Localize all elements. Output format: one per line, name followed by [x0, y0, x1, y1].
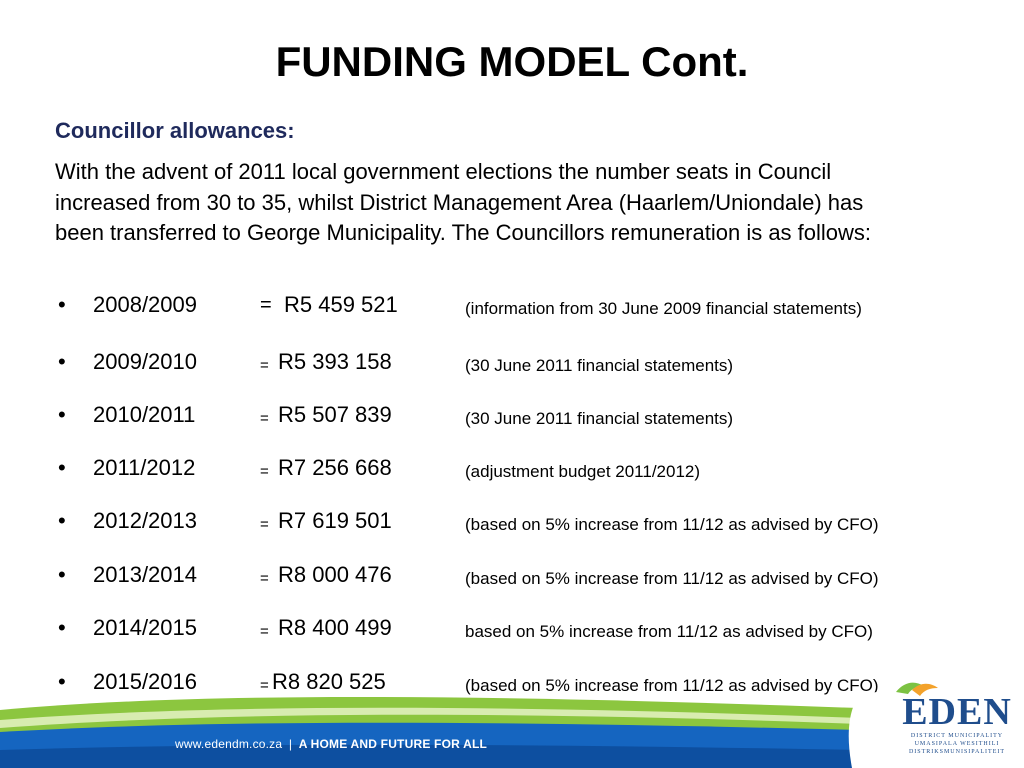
list-item [0, 560, 1024, 594]
intro-paragraph: With the advent of 2011 local government elections the number seats in Council increased from 30 to 35, whilst District Management Area (Haarlem/Uniondale) has been transferred to George Municipality. The Councillors remuneration is as follows: [55, 159, 872, 245]
financial-year: 2012/2013 [93, 508, 197, 533]
bullet-icon: • [58, 508, 66, 533]
bullet-icon: • [58, 292, 66, 317]
source-note: (based on 5% increase from 11/12 as advised by CFO) [465, 515, 879, 534]
source-note: (30 June 2011 financial statements) [465, 409, 734, 428]
footer-tagline [175, 737, 487, 751]
footer-slogan: A HOME AND FUTURE FOR ALL [298, 737, 488, 751]
source-note: (information from 30 June 2009 financial statements) [465, 299, 862, 318]
equals-sign: = [260, 294, 272, 316]
amount-value: R7 256 668 [278, 455, 392, 480]
amount-value: R5 459 521 [284, 292, 398, 317]
amount-value: R8 820 525 [272, 669, 386, 694]
list-item [0, 453, 1024, 487]
financial-year: 2009/2010 [93, 349, 197, 374]
bullet-icon: • [58, 455, 66, 480]
list-item [0, 613, 1024, 647]
bullet-icon: • [58, 615, 66, 640]
footer-separator: | [288, 737, 293, 751]
logo-subtitle-3: DISTRIKSMUNISIPALITEIT [908, 749, 1006, 755]
list-item [0, 400, 1024, 434]
source-note: (based on 5% increase from 11/12 as advised by CFO) [465, 676, 879, 695]
eden-logo [892, 692, 1022, 766]
financial-year: 2010/2011 [93, 402, 196, 427]
list-item [0, 347, 1024, 381]
financial-year: 2013/2014 [93, 562, 197, 587]
equals-sign: = [260, 623, 269, 640]
source-note: based on 5% increase from 11/12 as advised by CFO) [465, 622, 873, 641]
financial-year: 2015/2016 [93, 669, 197, 694]
amount-value: R8 000 476 [278, 562, 392, 587]
amount-value: R5 393 158 [278, 349, 392, 374]
equals-sign: = [260, 357, 269, 374]
equals-sign: = [260, 677, 269, 694]
logo-wordmark: EDEN [902, 691, 1012, 733]
financial-year: 2011/2012 [93, 455, 196, 480]
footer-wave-graphic [0, 688, 1024, 768]
source-note: (30 June 2011 financial statements) [465, 356, 734, 375]
list-item [0, 506, 1024, 540]
bullet-icon: • [58, 669, 66, 694]
logo-subtitle-2: UMASIPALA WESITHILI [914, 741, 1000, 747]
logo-subtitle-1: DISTRICT MUNICIPALITY [910, 733, 1004, 739]
amount-value: R5 507 839 [278, 402, 392, 427]
equals-sign: = [260, 463, 269, 480]
bullet-icon: • [58, 562, 66, 587]
amount-value: R7 619 501 [278, 508, 392, 533]
section-heading: Councillor allowances: [55, 118, 295, 143]
bullet-icon: • [58, 349, 66, 374]
list-item [0, 290, 1024, 324]
slide-title: FUNDING MODEL Cont. [275, 38, 749, 85]
equals-sign: = [260, 516, 269, 533]
source-note: (adjustment budget 2011/2012) [465, 462, 701, 481]
equals-sign: = [260, 410, 269, 427]
financial-year: 2014/2015 [93, 615, 197, 640]
bird-icon [894, 678, 940, 698]
financial-year: 2008/2009 [93, 292, 197, 317]
source-note: (based on 5% increase from 11/12 as advised by CFO) [465, 569, 879, 588]
bullet-icon: • [58, 402, 66, 427]
amount-value: R8 400 499 [278, 615, 392, 640]
equals-sign: = [260, 570, 269, 587]
website-link[interactable]: www.edendm.co.za [175, 737, 283, 751]
